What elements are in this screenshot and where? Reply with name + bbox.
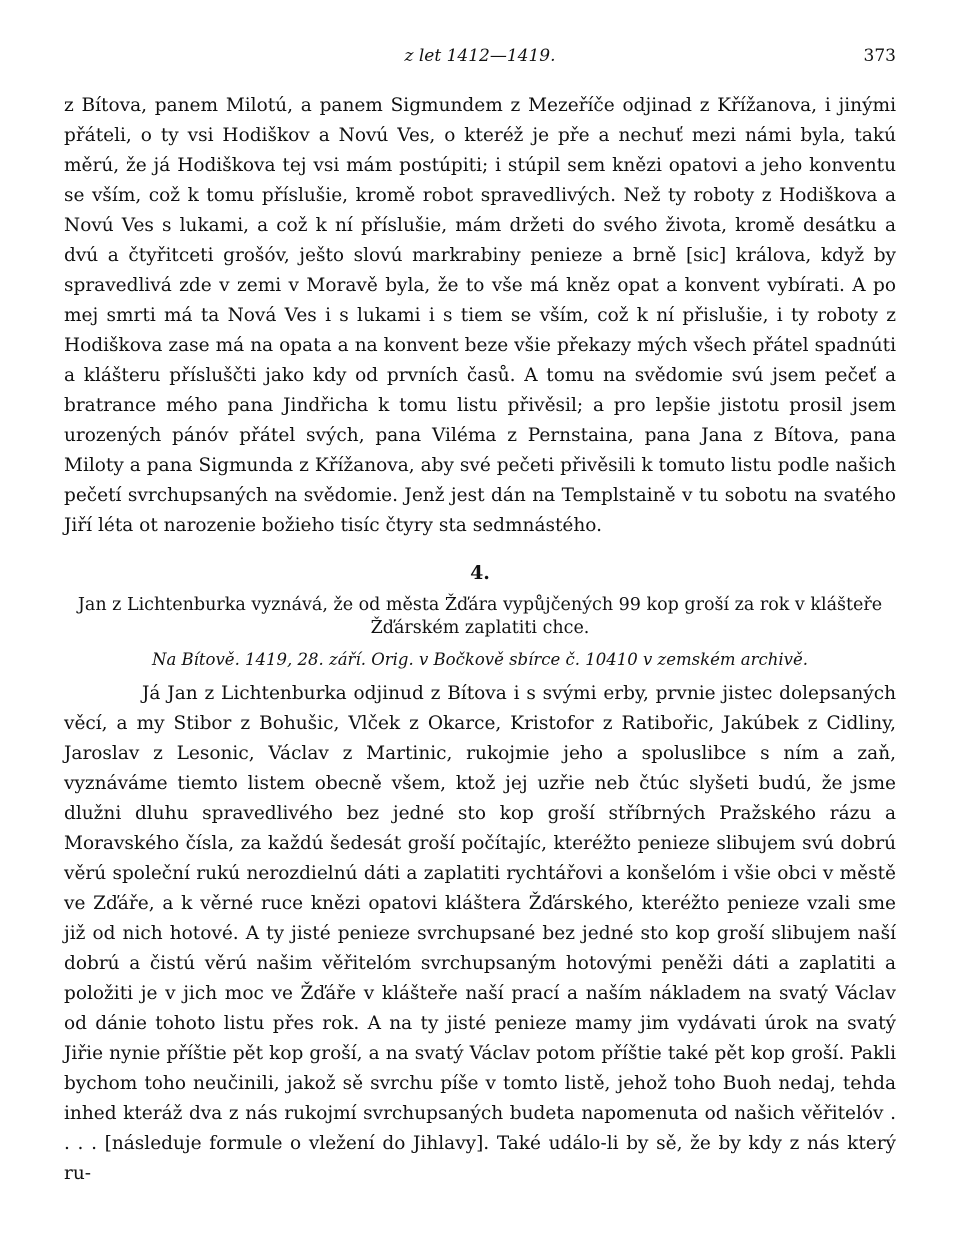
document-summary: Jan z Lichtenburka vyznává, že od města Žďára vypůjčených 99 kop groší za rok v klášteře Žďárském zaplatiti chce. xyxy=(77,595,883,638)
paragraph: z Bítova, panem Milotú, a panem Sigmundem z Mezeříče odjinad z Křížanova, i jinými přáteli, o ty vsi Hodiškov a Novú Ves, o kteréž je pře a nechuť mezi námi byla, takú měrú, že já Hodiškova tej vsi mám postúpiti; i stúpil sem knězi opatovi a jeho konventu se vším, což k tomu příslušie, kromě robot spravedlivých. Než ty roboty z Hodiškova a Novú Ves s lukami, a což k ní příslušie, mám držeti do svého života, kromě desátku a dvú a čtyřitceti grošóv, ješto slovú markrabiny penieze a brně [sic] králova, když by spravedlivá zde v zemi v Moravě byla, že to vše má kněz opat a konvent vybírati. A po mej smrti má ta Nová Ves i s lukami i s tiem se vším, což k ní přislušie, i ty roboty z Hodiškova zase má na opata a na konvent beze všie překazy mých všech přátel spadnúti a klášteru přísluščti jako kdy od prvních časů. A tomu na svědomie svú jsem pečeť a bratrance mého pana Jindřicha k tomu listu přivěsil; a pro lepšie jistotu prosil jsem urozených pánóv přátel svých, pana Viléma z Pernstaina, pana Jana z Bítova, pana Miloty a pana Sigmunda z Křížanova, aby své pečeti přivěsili k tomuto listu podle našich pečetí svrchupsaných na svědomie. Jenž jest dán na Templstaině v tu sobotu na svatého Jiří léta ot narozenie božieho tisíc čtyry sta sedmnástého. xyxy=(64,95,896,536)
page-number: 373 xyxy=(863,46,896,66)
running-title: z let 1412—1419. xyxy=(404,46,556,66)
paragraph: Já Jan z Lichtenburka odjinud z Bítova i s svými erby, prvnie jistec dolepsaných věcí, a my Stibor z Bohušic, Vlček z Okarce, Kristofor z Ratibořic, Jakúbek z Cidliny, Jaroslav z Lesonic, Václav z Martinic, rukojmie jeho a spoluslibce s ním a zaň, vyznáváme tiemto listem obecně všem, ktož jej uzřie neb čtúc slyšeti budú, že jsme dlužni dluhu spravedlivého bez jedné sto kop groší stříbrných Pražského rázu a Moravského čísla, za každú šedesát groší počítajíc, kteréžto penieze slibujem svú dobrú věrú společní rukú nerozdielnú dáti a zaplatiti rychtářovi a konšelóm i všie obci v městě ve Zďáře, a k věrné ruce knězi opatovi kláštera Žďárského, kteréžto penieze vzali sme již od nich hotové. A ty jisté penieze svrchupsané bez jedné sto kop groší slibujem naší dobrú a čistú věrú našim věřitelóm svrchupsaným hotovými peněži dáti a zaplatiti a položiti je v jich moc ve Žďáře v klášteře naší prací a naším nákladem na svatý Václav od dánie tohoto listu přes rok. A na ty jisté penieze mamy jim vydávati úrok na svatý Jiřie nynie příštie pět kop groší, a na svatý Václav potom příštie také pět kop groší. Pakli bychom toho neučinili, jakož sě svrchu píše v tomto listě, jehož toho Buoh nedaj, tehda inhed kteráž dva z nás rukojmí svrchupsaných budeta napomenuta od našich věřitelóv . . . . [následuje formule o vležení do Jihlavy]. Také událo-li by sě, že by kdy z nás který ru- xyxy=(64,683,896,1184)
document-source: Na Bítově. 1419, 28. září. Orig. v Bočkově sbírce č. 10410 v zemském archivě. xyxy=(152,650,808,669)
running-header xyxy=(64,44,896,74)
document-number: 4. xyxy=(470,562,490,584)
document-body xyxy=(64,679,896,1189)
previous-document-conclusion xyxy=(64,91,896,541)
